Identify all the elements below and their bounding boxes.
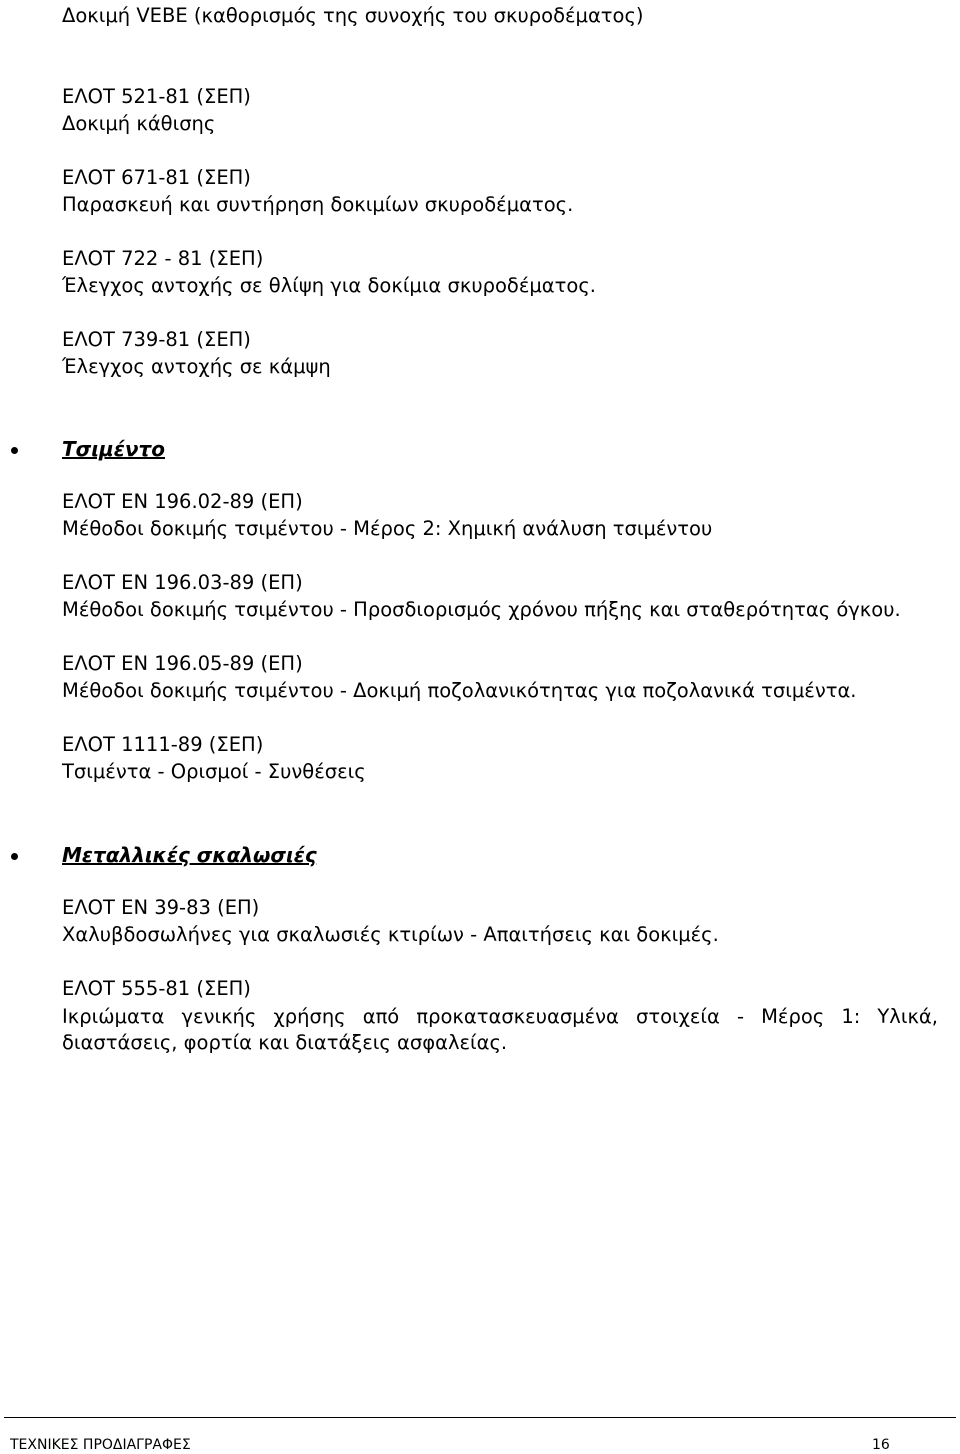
standard-code: ΕΛΟΤ 555-81 (ΣΕΠ) (62, 977, 251, 1000)
standard-title: Δοκιμή κάθισης (62, 112, 216, 135)
standard-title-line: διαστάσεις, φορτία και διατάξεις ασφαλείας. (62, 1031, 508, 1054)
standard-code: ΕΛΟΤ 739-81 (ΣΕΠ) (62, 328, 251, 351)
section-heading-scaffolding: Μεταλλικές σκαλωσιές (62, 843, 317, 867)
footer-title: ΤΕΧΝΙΚΕΣ ΠΡΟΔΙΑΓΡΑΦΕΣ (10, 1437, 191, 1453)
standard-title: Τσιμέντα - Ορισμοί - Συνθέσεις (62, 760, 366, 783)
standard-code: ΕΛΟΤ ΕΝ 196.05-89 (ΕΠ) (62, 652, 303, 675)
standard-title: Χαλυβδοσωλήνες για σκαλωσιές κτιρίων - Απαιτήσεις και δοκιμές. (62, 923, 719, 946)
standard-title: Μέθοδοι δοκιμής τσιμέντου - Μέρος 2: Χημική ανάλυση τσιμέντου (62, 517, 713, 540)
standard-code: ΕΛΟΤ ΕΝ 39-83 (ΕΠ) (62, 896, 260, 919)
standard-title: Παρασκευή και συντήρηση δοκιμίων σκυροδέματος. (62, 193, 574, 216)
standard-code: ΕΛΟΤ 671-81 (ΣΕΠ) (62, 166, 251, 189)
vebe-test-line: Δοκιμή VEBE (καθορισμός της συνοχής του σκυροδέματος) (62, 4, 644, 27)
bullet-icon (11, 447, 18, 454)
page-number: 16 (872, 1437, 890, 1453)
standard-code: ΕΛΟΤ ΕΝ 196.03-89 (ΕΠ) (62, 571, 303, 594)
section-heading-cement: Τσιμέντο (62, 437, 165, 461)
standard-title: Μέθοδοι δοκιμής τσιμέντου - Προσδιορισμός χρόνου πήξης και σταθερότητας όγκου. (62, 598, 901, 621)
standard-title-line: Ικριώματα γενικής χρήσης από προκατασκευασμένα στοιχεία - Μέρος 1: Υλικά, (62, 1005, 938, 1028)
standard-code: ΕΛΟΤ ΕΝ 196.02-89 (ΕΠ) (62, 490, 303, 513)
standard-code: ΕΛΟΤ 1111-89 (ΣΕΠ) (62, 733, 264, 756)
standard-code: ΕΛΟΤ 521-81 (ΣΕΠ) (62, 85, 251, 108)
standard-title: Έλεγχος αντοχής σε κάμψη (62, 355, 331, 378)
standard-code: ΕΛΟΤ 722 - 81 (ΣΕΠ) (62, 247, 264, 270)
footer-divider (4, 1417, 956, 1418)
standard-title: Έλεγχος αντοχής σε θλίψη για δοκίμια σκυροδέματος. (62, 274, 596, 297)
standard-title: Μέθοδοι δοκιμής τσιμέντου - Δοκιμή ποζολανικότητας για ποζολανικά τσιμέντα. (62, 679, 857, 702)
bullet-icon (11, 853, 18, 860)
